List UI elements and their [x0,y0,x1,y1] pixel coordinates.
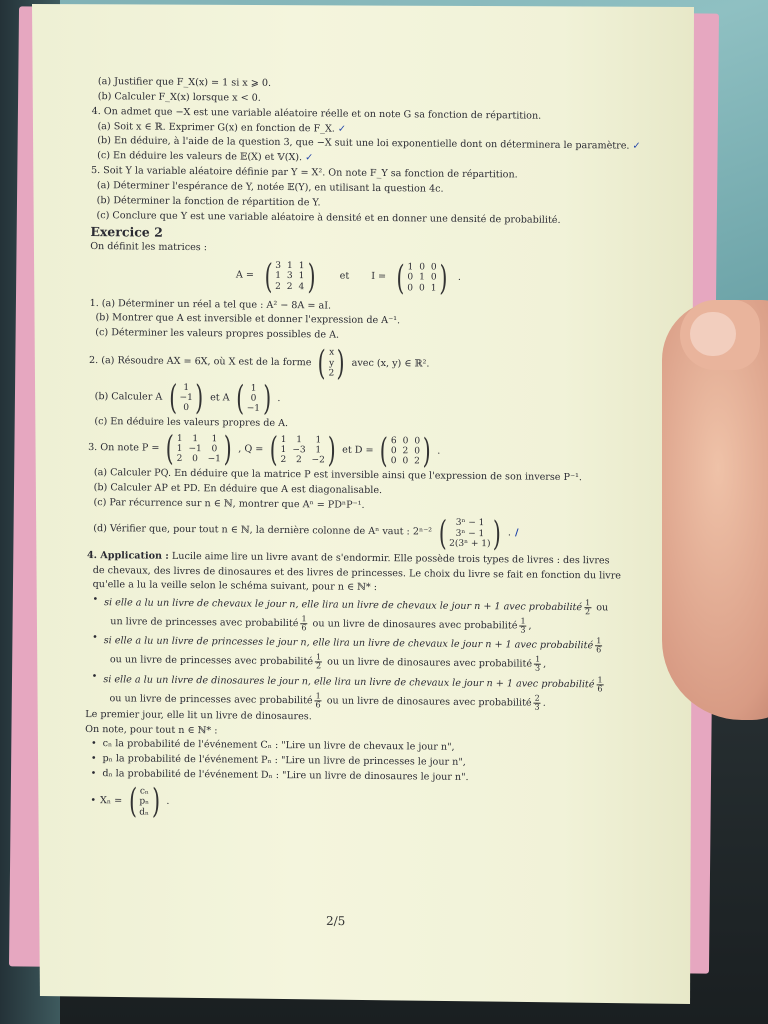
text-line: (a) Justifier que F_X(x) = 1 si x ⩾ 0. [97,76,272,89]
matrix-i-label: I = [371,271,387,283]
text-line: 5. Soit Y la variable aléatoire définie par Y = X². On note F_Y sa fonction de répartition. [90,165,518,181]
matrix-entry: 2 [286,281,293,292]
matrix-entry: 1 [176,433,183,444]
notation-intro: On note, pour tout n ∈ ℕ* : [85,723,218,736]
matrix-entry: 0 [419,262,426,273]
matrix-entry: dₙ [139,807,150,818]
bullet-dinosaures-2: ou un livre de princesses avec probabilité $\frac{1}{6}$ ou un livre de dinosaures avec probabilité $\frac{2}{3}$ . [109,690,546,712]
matrix-entry: 1 [298,271,305,282]
matrix-a-label: A = [235,269,255,281]
matrix-entry: cₙ [139,786,149,797]
text-line: (a) Soit x ∈ ℝ. Exprimer G(x) en fonction de F_X. ✓ [97,120,347,135]
thumbnail-nail [690,312,736,356]
matrix-entry: 0 [414,436,421,447]
matrix-entry: 2(3ⁿ + 1) [449,538,491,550]
vector-x: ( x y 2 ) [317,343,346,384]
matrix-entry: 1 [419,272,425,283]
bullet-icon: • [92,632,98,644]
bullet-icon: • [90,767,97,779]
text-line: (b) En déduire, à l'aide de la question 3, que −X suit une loi exponentielle dont on déterminera le paramètre. ✓ [97,135,641,153]
text-line: (c) En déduire les valeurs de 𝔼(X) et 𝕍(X). ✓ [97,150,314,164]
matrix-q: ( 1 1 1 1 −3 1 2 2 −2 ) [269,430,336,471]
bullet-icon: • [91,670,98,682]
matrix-entry: 1 [250,383,257,394]
page-number: 2/5 [325,913,346,929]
text-line: 4. On admet que −X est une variable aléatoire réelle et on note G sa fonction de répartition. [91,105,542,122]
bullet-dinosaures-1: • si elle a lu un livre de dinosaures le jour n, elle lira un livre de chevaux le jour n + 1 avec probabilité $\frac{1}{6}$ [91,670,603,693]
bullet-icon: • [90,753,97,765]
matrix-entry: 1 [211,433,218,444]
pen-mark-icon: ✓ [305,152,314,164]
matrix-entry: 2 [414,456,420,467]
question-3a: (a) Calculer PQ. En déduire que la matrice P est inversible ainsi que l'expression de son inverse P⁻¹. [93,467,583,484]
matrix-entry: 2 [402,446,409,457]
matrix-entry: 1 [176,443,183,454]
matrix-entry: 3ⁿ − 1 [455,528,485,539]
matrix-entry: 0 [402,456,409,467]
matrix-entry: 0 [430,272,437,284]
matrix-entry: 6 [390,435,397,446]
and-word: et [339,270,350,282]
matrix-entry: 3 [286,271,293,282]
matrix-entry: 1 [296,434,303,445]
definition-p: • pₙ la probabilité de l'événement Pₙ : "Lire un livre de princesses le jour n", [90,753,466,769]
matrix-a: ( 3 1 1 1 3 1 2 2 4 ) [264,256,316,297]
matrix-entry: 0 [390,456,397,467]
matrix-entry: 1 [183,382,190,393]
exercise-intro: On définit les matrices : [90,240,208,254]
matrix-entry: 3ⁿ − 1 [455,518,485,529]
matrix-entry: 0 [418,283,425,294]
question-3c: (c) Par récurrence sur n ∈ ℕ, montrer que Aⁿ = PDⁿP⁻¹. [93,497,365,511]
matrix-definitions: A = ( 3 1 1 1 3 1 2 2 4 ) et I = ( 1 0 0 0 1 0 0 0 1 ) . [235,256,461,299]
first-day: Le premier jour, elle lit un livre de dinosaures. [85,708,312,723]
application-line-2: de chevaux, des livres de dinosaures et des livres de princesses. Le choix du livre se fait en fonction du livre [92,564,622,582]
matrix-entry: 2 [295,455,302,466]
matrix-i-grid [407,262,437,293]
question-1a: 1. (a) Déterminer un réel a tel que : A² − 8A = aI. [89,297,332,312]
matrix-entry: −2 [311,455,325,466]
matrix-entry: −1 [207,454,221,465]
matrix-a-grid [275,261,305,292]
matrix-entry: 0 [402,435,409,446]
matrix-entry: 2 [275,281,281,292]
question-2c: (c) En déduire les valeurs propres de A. [94,416,289,430]
matrix-entry: pₙ [139,796,150,807]
matrix-entry: 1 [192,433,199,444]
question-3-matrices: 3. On note P = ( 1 1 1 1 −1 0 2 0 −1 ) , Q = ( 1 1 1 1 −3 1 2 2 −2 ) et D = ( 6 0 0 0 2 0 0 0 2 ) . [88,428,441,472]
matrix-entry: 2 [328,368,335,379]
application-line-3: qu'elle a lu la veille selon le schéma suivant, pour n ∈ ℕ* : [92,579,378,594]
question-3d: (d) Vérifier que, pour tout n ∈ ℕ, la dernière colonne de Aⁿ vaut : 2ⁿ⁻² ( 3ⁿ − 1 3ⁿ − 1 2(3ⁿ + 1) ) . / [93,513,519,554]
vector-v1: ( 1 −1 0 ) [168,377,204,419]
matrix-entry: −1 [246,403,261,415]
pen-mark-icon: / [514,527,519,539]
bullet-princesses-2: ou un livre de princesses avec probabilité $\frac{1}{2}$ ou un livre de dinosaures avec probabilité $\frac{1}{3}$ , [109,652,547,674]
matrix-i: ( 1 0 0 0 1 0 0 0 1 ) [396,257,448,299]
application-line-1: 4. Application : Lucile aime lire un livre avant de s'endormir. Elle possède trois types de livres : des livres [86,549,610,567]
pen-mark-icon: ✓ [632,141,641,153]
matrix-entry: 0 [407,272,414,283]
text-line: (b) Déterminer la fonction de répartition de Y. [96,194,321,209]
text-line: (b) Calculer F_X(x) lorsque x < 0. [97,90,261,104]
matrix-entry: −3 [292,445,306,456]
matrix-entry: −1 [179,392,193,404]
matrix-entry: 1 [430,283,437,294]
bullet-princesses-1: • si elle a lu un livre de princesses le jour n, elle lira un livre de chevaux le jour n + 1 avec probabilité $\frac{1}{6}$ [92,632,602,655]
matrix-entry: 0 [183,403,190,414]
matrix-entry: 1 [280,444,287,456]
xn-definition: • Xₙ = ( cₙ pₙ dₙ ) . [90,781,170,823]
matrix-entry: y [328,358,335,369]
matrix-entry: 1 [315,435,322,446]
matrix-entry: 0 [250,393,257,404]
matrix-entry: 1 [286,261,293,272]
text-line: (c) Conclure que Y est une variable aléatoire à densité et en donner une densité de probabilité. [96,209,561,226]
bullet-chevaux-1: • si elle a lu un livre de chevaux le jour n, elle lira un livre de chevaux le jour n + 1 avec probabilité $\frac{1}{2}$ ou [92,594,609,617]
text-line: (a) Déterminer l'espérance de Y, notée 𝔼(Y), en utilisant la question 4c. [96,179,444,195]
matrix-entry: 0 [192,454,198,465]
question-1b: (b) Montrer que A est inversible et donner l'expression de A⁻¹. [95,312,401,327]
question-3b: (b) Calculer AP et PD. En déduire que A est diagonalisable. [93,482,383,497]
document-content [84,76,652,826]
matrix-entry: 0 [407,283,414,294]
matrix-entry: 1 [275,271,281,282]
matrix-entry: 3 [275,261,282,272]
matrix-d: ( 6 0 0 0 2 0 0 0 2 ) [380,431,431,472]
matrix-entry: 1 [315,445,322,456]
matrix-entry: 1 [298,261,305,272]
bullet-icon: • [90,795,97,807]
matrix-p: ( 1 1 1 1 −1 0 2 0 −1 ) [165,428,232,470]
vector-xn: ( cₙ pₙ dₙ ) [128,781,160,823]
matrix-entry: 0 [414,446,421,457]
exercise-title: Exercice 2 [90,224,163,241]
vector-last-column: ( 3ⁿ − 1 3ⁿ − 1 2(3ⁿ + 1) ) [438,513,502,554]
matrix-entry: 0 [211,444,218,455]
bullet-icon: • [92,594,99,606]
matrix-entry: 2 [280,455,287,466]
bullet-icon: • [90,738,97,750]
bullet-chevaux-2: un livre de princesses avec probabilité $\frac{1}{6}$ ou un livre de dinosaures avec probabilité $\frac{1}{3}$ , [110,614,532,635]
vector-v2: ( 1 0 −1 ) [236,378,271,420]
question-2a: 2. (a) Résoudre AX = 6X, où X est de la forme ( x y 2 ) avec (x, y) ∈ ℝ². [88,343,430,384]
matrix-entry: 0 [430,262,437,273]
definition-c: • cₙ la probabilité de l'événement Cₙ : "Lire un livre de chevaux le jour n", [90,738,455,754]
matrix-entry: −1 [188,444,202,455]
matrix-entry: 1 [407,262,414,273]
matrix-entry: 4 [298,281,305,293]
pen-mark-icon: ✓ [337,123,347,135]
matrix-entry: x [329,347,335,358]
definition-d: • dₙ la probabilité de l'événement Dₙ : "Lire un livre de dinosaures le jour n". [90,767,469,783]
matrix-entry: 2 [176,454,183,465]
matrix-entry: 1 [280,434,287,445]
question-2b: (b) Calculer A ( 1 −1 0 ) et A ( 1 0 −1 ) . [94,377,281,420]
question-1c: (c) Déterminer les valeurs propres possibles de A. [95,327,340,341]
matrix-entry: 0 [390,446,397,457]
